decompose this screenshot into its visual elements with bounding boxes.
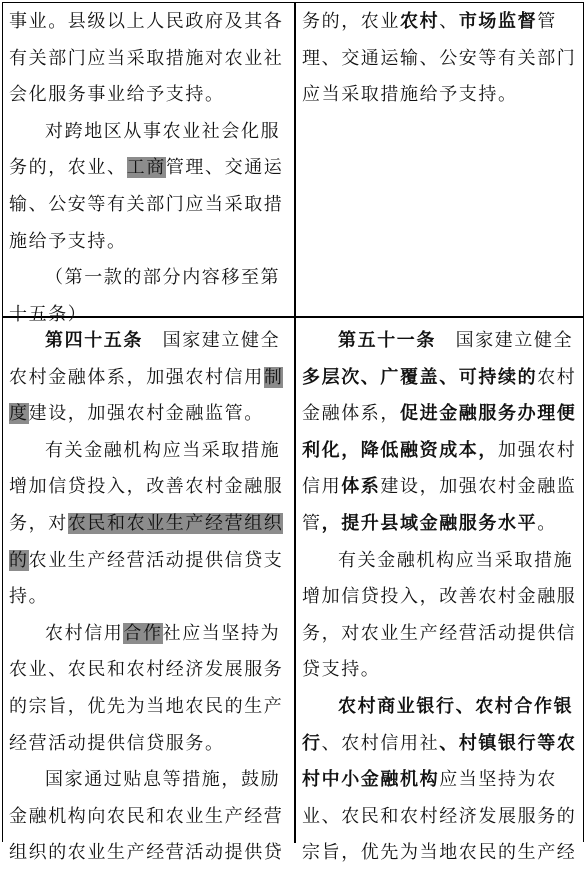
text: 建设，加强农村金融监管。 [28,403,264,425]
text: 国家建立健全 [436,330,574,351]
right-bottom-cell [302,323,582,872]
highlighted-text: 农民和农业生产经营组织的 [9,512,284,571]
text: 国家通过贴息等措施，鼓励金融机构向农民和农业生产经营组织的农业生产经营活动提供贷 [9,769,284,864]
left-bottom-cell [9,323,291,872]
article-title: 第五十一条 [338,330,436,351]
right-bottom-paragraph-2 [302,543,582,689]
highlighted-text: 制度 [9,366,284,425]
text: 农村金融体系， [302,366,577,425]
highlighted-text: 工商 [126,157,166,179]
bold-text: 农村 [400,11,440,32]
bold-text: 农村商业银行、农村合作银行 [302,695,574,754]
text: 事业。县级以上人民政府及其各有关部门应当采取措施对农业社会化服务事业给予支持。 [9,11,284,106]
text: 国家建立健全农村金融体系，加强农村信用 [9,330,281,388]
left-top-paragraph-1 [9,4,291,114]
right-bottom-paragraph-3 [302,689,582,872]
left-bottom-paragraph-1 [9,323,291,433]
highlighted-text: 合作 [123,622,163,644]
text: 、农村信用社 [321,732,440,754]
bold-text: ，提升县域金融服务水平 [321,512,538,534]
text: 社应当坚持为农业、农民和农村经济发展服务的宗旨，优先为当地农民的生产经营活动提供信贷服务。 [9,622,284,754]
text: 有关金融机构应当采取措施增加信贷投入，改善农村金融服务，对农业生产经营活动提供信贷支持。 [302,549,577,681]
article-title: 第四十五条 [45,330,143,351]
right-top-paragraph-1 [302,4,582,114]
text: 对跨地区从事农业社会化服务的，农业、 [9,120,281,179]
left-bottom-paragraph-4 [9,762,291,872]
text: 应当坚持为农业、农民和农村经济发展服务的宗旨，优先为当地农民的生产经 [302,769,577,864]
text: 有关金融机构应当采取措施增加信贷投入，改善农村金融服务，对 [9,439,284,534]
text: 农村信用 [45,622,124,644]
bold-text: 促进金融服务办理便利化，降低融资成本， [302,403,577,461]
text: 、 [439,11,459,32]
right-bottom-paragraph-1 [302,323,582,543]
text: 管理、交通运输、公安等有关部门应当采取措施给予支持。 [9,157,284,252]
bold-text: 体系 [341,476,381,498]
column-divider [294,3,296,843]
left-top-paragraph-2 [9,114,291,260]
left-bottom-paragraph-2 [9,433,291,616]
text: 管理、交通运输、公安等有关部门应当采取措施给予支持。 [302,11,577,106]
text: 加强农村信用 [302,439,577,498]
text: （第一款的部分内容移至第十五条） [9,267,281,325]
text: 务的，农业 [302,11,400,32]
bold-text: 市场监督 [458,11,538,32]
text: 。 [537,512,557,534]
comparison-table [2,2,584,864]
text: 农业生产经营活动提供信贷支持。 [9,549,284,608]
right-top-cell [302,4,582,114]
text: 建设，加强农村金融监管 [302,476,577,534]
bold-text: 、村镇银行等农村中小金融机构 [302,732,577,791]
bold-text: 多层次、广覆盖、可持续的 [302,366,538,388]
left-top-cell [9,4,291,333]
left-bottom-paragraph-3 [9,616,291,762]
